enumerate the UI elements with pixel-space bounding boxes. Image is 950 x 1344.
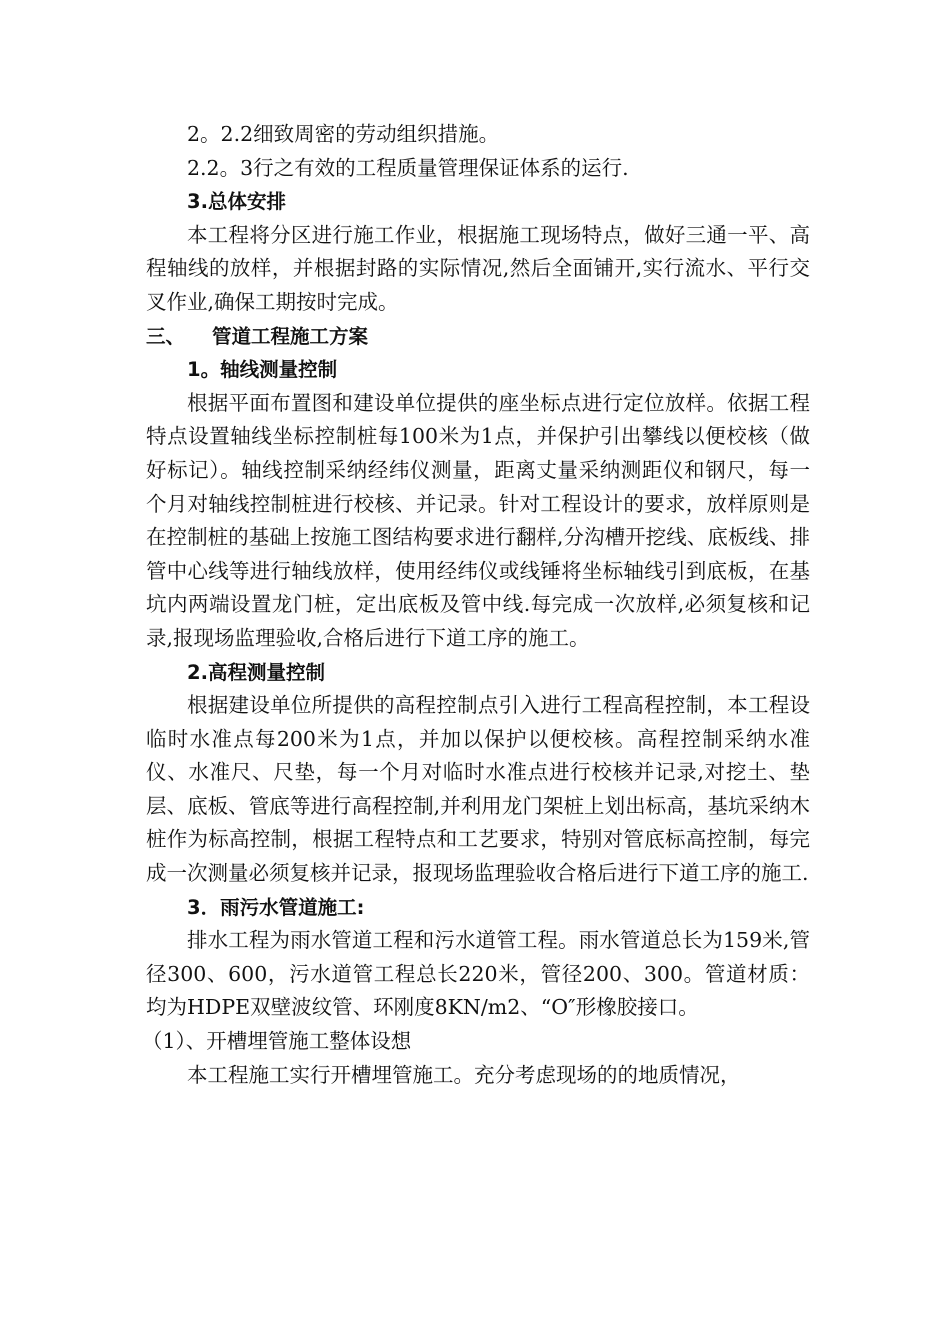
heading-trench-plan: （1）、开槽埋管施工整体设想 <box>142 1029 412 1054</box>
paragraph-axis-survey: 根据平面布置图和建设单位提供的座坐标点进行定位放样。依据工程特点设置轴线坐标控制桩每100米为1点，并保护引出攀线以便校核（做好标记）。轴线控制采纳经纬仪测量，距离丈量采纳测距仪和钢尺，每一个月对轴线控制桩进行校核、并记录。针对工程设计的要求，放样原则是在控制桩的基础上按施工图结构要求进行翻样,分沟槽开挖线、底板线、排管中心线等进行轴线放样，使用经纬仪或线锤将坐标轴线引到底板，在基坑内两端设置龙门桩，定出底板及管中线.每完成一次放样,必须复核和记录,报现场监理验收,合格后进行下道工序的施工。 <box>146 390 810 650</box>
section-title: 管道工程施工方案 <box>212 324 369 348</box>
item-2-2-2: 2。2.2细致周密的劳动组织措施。 <box>187 122 500 146</box>
heading-pipe-construction: 3．雨污水管道施工: <box>187 895 365 919</box>
heading-axis-survey: 1。轴线测量控制 <box>187 358 338 382</box>
section-heading-3 <box>146 320 810 354</box>
section-number: 三、 <box>146 324 186 348</box>
paragraph-pipe-construction: 排水工程为雨水管道工程和污水道管工程。雨水管道总长为159米,管径300、600，污水道管工程总长220米，管径200、300。管道材质：均为HDPE双壁波纹管、环刚度8KN/m2、“O″形橡胶接口。 <box>146 928 810 1020</box>
document-body <box>142 118 810 1092</box>
heading-elevation-survey: 2.高程测量控制 <box>187 660 325 684</box>
heading-overall-arrangement: 3.总体安排 <box>187 190 286 214</box>
paragraph-trench-plan: 本工程施工实行开槽埋管施工。充分考虑现场的的地质情况， <box>187 1062 741 1087</box>
paragraph-overall-arrangement: 本工程将分区进行施工作业，根据施工现场特点，做好三通一平、高程轴线的放样，并根据封路的实际情况,然后全面铺开,实行流水、平行交叉作业,确保工期按时完成。 <box>146 222 810 314</box>
item-2-2-3: 2.2。3行之有效的工程质量管理保证体系的运行. <box>187 155 629 180</box>
paragraph-elevation-survey: 根据建设单位所提供的高程控制点引入进行工程高程控制，本工程设临时水准点每200米为1点，并加以保护以便校核。高程控制采纳水准仪、水准尺、尺垫，每一个月对临时水准点进行校核并记录,对挖土、垫层、底板、管底等进行高程控制,并利用龙门架桩上划出标高，基坑采纳木桩作为标高控制，根据工程特点和工艺要求，特别对管底标高控制，每完成一次测量必须复核并记录，报现场监理验收合格后进行下道工序的施工. <box>146 693 810 886</box>
